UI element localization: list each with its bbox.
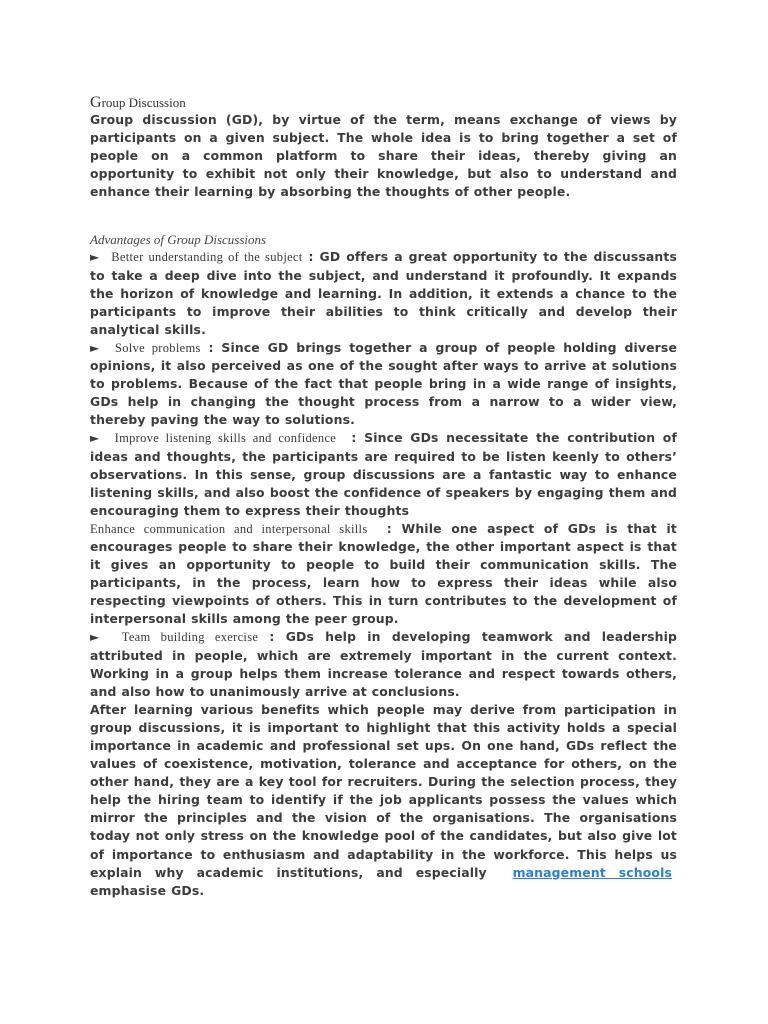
advantage-item-teambuilding xyxy=(90,628,677,700)
conclusion-end-text: emphasise GDs. xyxy=(90,882,205,898)
document-page xyxy=(90,94,677,900)
advantage-item-understanding xyxy=(90,248,677,338)
advantage-label: Better understanding of the subject xyxy=(111,250,303,265)
advantage-label: Solve problems xyxy=(115,340,201,355)
advantage-label: Improve listening skills and confidence xyxy=(114,431,337,446)
advantage-text: : While one aspect of GDs is that it encourages people to share their knowledge, the other important aspect is that it gives an opportunity to people to build their communication skills. The participants, in the process, learn how to express their ideas while also respecting viewpoints of others. This in turn contributes to the development of interpersonal skills among the peer group. xyxy=(90,520,677,627)
advantages-heading: Advantages of Group Discussions xyxy=(90,232,267,248)
advantage-item-problems xyxy=(90,339,677,429)
arrow-icon: ► xyxy=(90,250,100,265)
advantage-item-communication xyxy=(90,520,677,629)
title-rest: roup Discussion xyxy=(101,95,186,110)
advantage-text: : GD offers a great opportunity to the discussants to take a deep dive into the subject, and understand it profoundly. It expands the horizon of knowledge and learning. In addition, it extends a chance to the participants to improve their abilities to think critically and develop their analytical skills. xyxy=(90,249,677,337)
advantage-label: Enhance communication and interpersonal skills xyxy=(90,521,368,536)
advantage-text: : GDs help in developing teamwork and leadership attributed in people, which are extremely important in the current context. Working in a group helps them increase tolerance and respect towards others, and also how to unanimously arrive at conclusions. xyxy=(90,629,677,699)
advantage-label: Team building exercise xyxy=(121,630,259,645)
arrow-icon: ► xyxy=(90,340,100,355)
conclusion-text: After learning various benefits which people may derive from participation in group discussions, it is important to highlight that this activity holds a special importance in academic and professional set ups. On one hand, GDs reflect the values of coexistence, motivation, tolerance and acceptance for others, on the other hand, they are a key tool for recruiters. During the selection process, they help the hiring team to identify if the job applicants possess the values which mirror the principles and the vision of the organisations. The organisations today not only stress on the knowledge pool of the candidates, but also give lot of importance to enthusiasm and adaptability in the workforce. This helps us explain why academic institutions, and especially xyxy=(90,701,677,880)
advantage-text: : Since GDs necessitate the contribution of ideas and thoughts, the participants are required to be listen keenly to others’ observations. In this sense, group discussions are a fantastic way to enhance listening skills, and also boost the confidence of speakers by engaging them and encouraging them to express their thoughts xyxy=(90,430,677,518)
arrow-icon: ► xyxy=(90,431,100,446)
intro-paragraph: Group discussion (GD), by virtue of the term, means exchange of views by participants on a given subject. The whole idea is to bring together a set of people on a common platform to share their ideas, thereby giving an opportunity to exhibit not only their knowledge, but also to understand and enhance their learning by absorbing the thoughts of other people. xyxy=(90,112,677,200)
advantage-text: : Since GD brings together a group of people holding diverse opinions, it also perceived as one of the sought after ways to arrive at solutions to problems. Because of the fact that people bring in a wide range of insights, GDs help in changing the thought process from a narrow to a wider view, thereby paving the way to solutions. xyxy=(90,339,677,428)
title-initial: G xyxy=(90,94,102,111)
management-schools-link[interactable]: management schools xyxy=(512,864,673,880)
advantage-item-listening xyxy=(90,429,677,519)
document-title xyxy=(90,94,677,111)
arrow-icon: ► xyxy=(90,630,100,645)
conclusion-paragraph xyxy=(90,701,677,900)
